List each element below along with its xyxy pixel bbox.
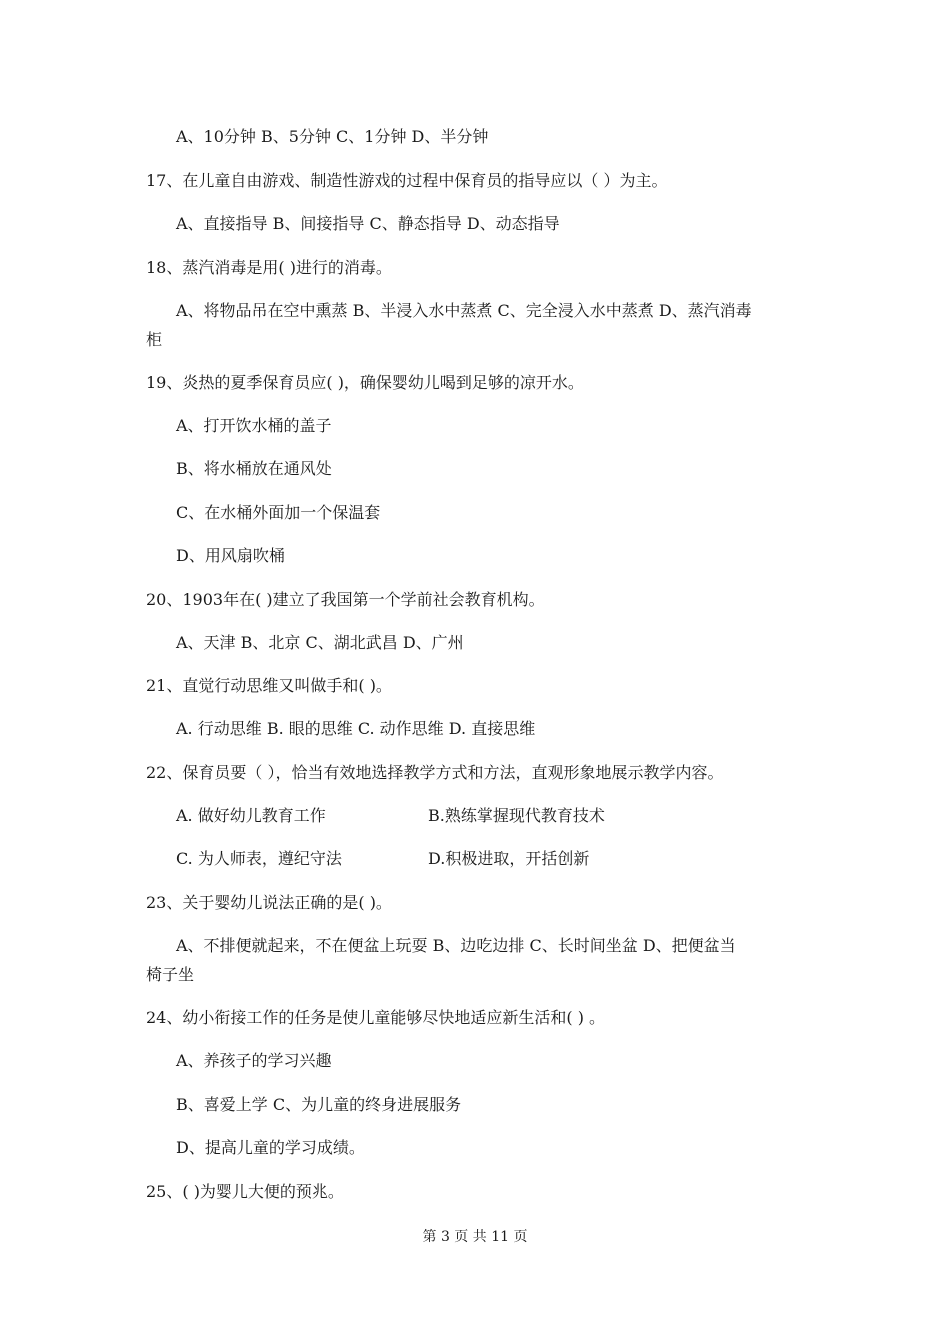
question-19: 19、炎热的夏季保育员应( )，确保婴幼儿喝到足够的凉开水。 <box>146 373 584 392</box>
q19-option-c: C、在水桶外面加一个保温套 <box>176 503 381 522</box>
q22-option-c: C. 为人师表，遵纪守法 <box>176 849 342 868</box>
question-21: 21、直觉行动思维又叫做手和( )。 <box>146 676 392 695</box>
q21-options: A. 行动思维 B. 眼的思维 C. 动作思维 D. 直接思维 <box>176 719 536 738</box>
q23-options: A、不排便就起来，不在便盆上玩耍 B、边吃边排 C、长时间坐盆 D、把便盆当 <box>176 936 736 955</box>
question-24: 24、幼小衔接工作的任务是使儿童能够尽快地适应新生活和( ) 。 <box>146 1008 606 1027</box>
q17-options: A、直接指导 B、间接指导 C、静态指导 D、动态指导 <box>176 214 560 233</box>
question-23: 23、关于婴幼儿说法正确的是( )。 <box>146 893 392 912</box>
q19-option-d: D、用风扇吹桶 <box>176 546 285 565</box>
question-25: 25、( )为婴儿大便的预兆。 <box>146 1182 344 1201</box>
question-20: 20、1903年在( )建立了我国第一个学前社会教育机构。 <box>146 590 545 609</box>
question-18: 18、蒸汽消毒是用( )进行的消毒。 <box>146 258 392 277</box>
q24-option-a: A、养孩子的学习兴趣 <box>176 1051 332 1070</box>
q18-options: A、将物品吊在空中熏蒸 B、半浸入水中蒸煮 C、完全浸入水中蒸煮 D、蒸汽消毒 <box>176 301 752 320</box>
question-17: 17、在儿童自由游戏、制造性游戏的过程中保育员的指导应以（ ）为主。 <box>146 171 668 190</box>
q24-option-bc: B、喜爱上学 C、为儿童的终身进展服务 <box>176 1095 462 1114</box>
q22-option-d: D.积极进取，开括创新 <box>428 849 590 868</box>
q22-option-b: B.熟练掌握现代教育技术 <box>428 806 605 825</box>
page-number-footer: 第 3 页 共 11 页 <box>422 1229 528 1245</box>
q22-option-a: A. 做好幼儿教育工作 <box>176 806 326 825</box>
q24-option-d: D、提高儿童的学习成绩。 <box>176 1138 365 1157</box>
question-22: 22、保育员要（ ），恰当有效地选择教学方式和方法，直观形象地展示教学内容。 <box>146 763 724 782</box>
q19-option-a: A、打开饮水桶的盖子 <box>176 416 332 435</box>
q16-options: A、10分钟 B、5分钟 C、1分钟 D、半分钟 <box>176 127 489 146</box>
q20-options: A、天津 B、北京 C、湖北武昌 D、广州 <box>176 633 464 652</box>
q19-option-b: B、将水桶放在通风处 <box>176 459 332 478</box>
q23-options-wrap: 椅子坐 <box>146 965 195 984</box>
q18-options-wrap: 柜 <box>146 330 163 349</box>
